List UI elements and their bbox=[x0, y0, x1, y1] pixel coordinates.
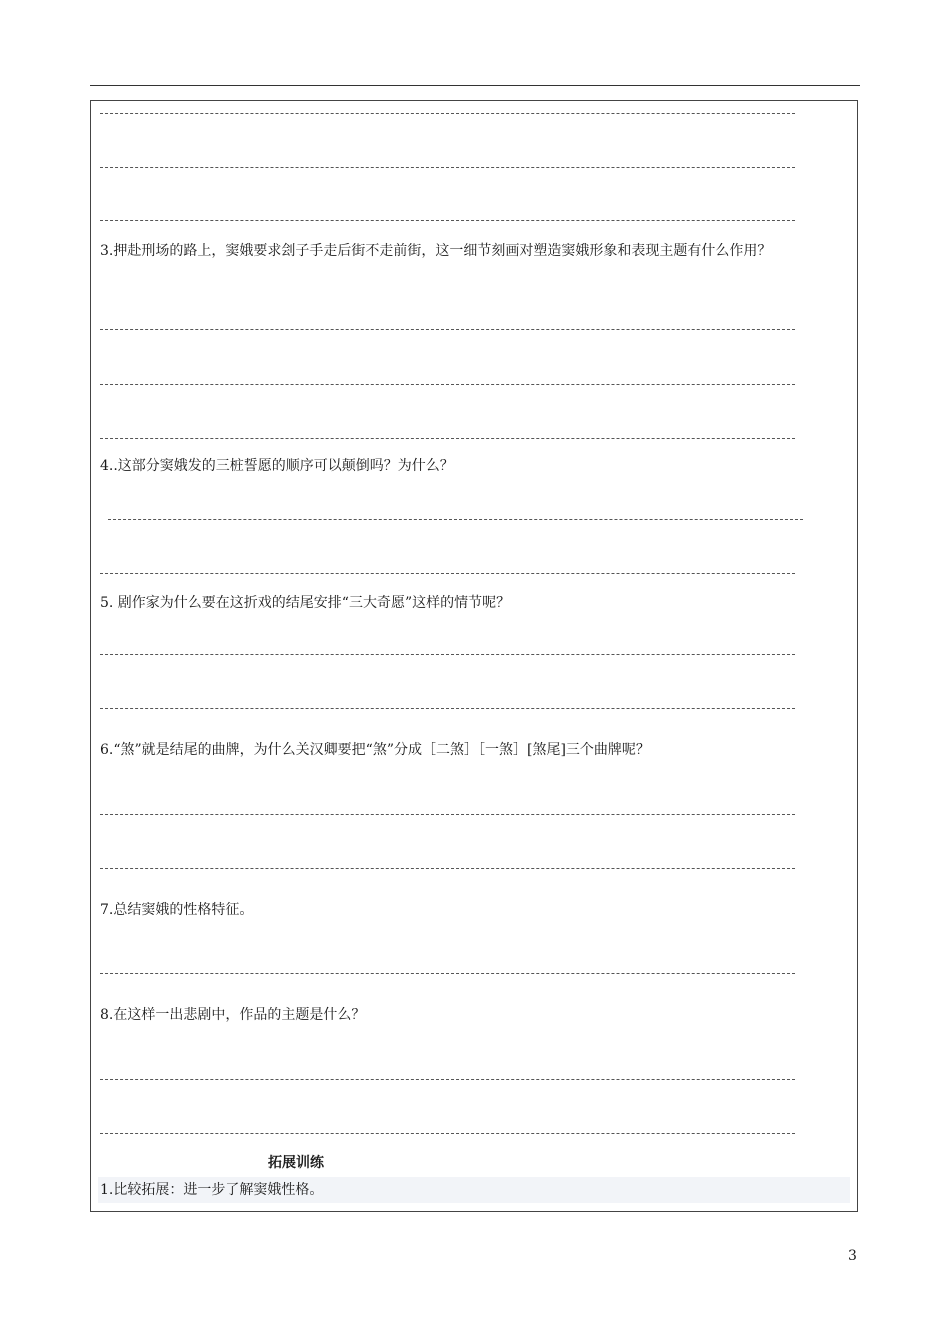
answer-line[interactable] bbox=[100, 384, 795, 385]
extension-item-row bbox=[98, 1177, 850, 1203]
question-3: 3.押赴刑场的路上，窦娥要求刽子手走后街不走前街，这一细节刻画对塑造窦娥形象和表现主题有什么作用？ bbox=[100, 243, 772, 259]
answer-line[interactable] bbox=[100, 573, 795, 574]
answer-line[interactable] bbox=[100, 113, 795, 114]
content-frame bbox=[90, 100, 858, 1212]
answer-line[interactable] bbox=[100, 220, 795, 221]
header-rule bbox=[90, 85, 860, 86]
answer-line[interactable] bbox=[100, 1079, 795, 1080]
answer-line[interactable] bbox=[100, 973, 795, 974]
question-4: 4..这部分窦娥发的三桩誓愿的顺序可以颠倒吗？为什么？ bbox=[100, 458, 454, 474]
answer-line[interactable] bbox=[100, 329, 795, 330]
page-number: 3 bbox=[848, 1248, 857, 1264]
answer-line[interactable] bbox=[100, 708, 795, 709]
question-8: 8.在这样一出悲剧中，作品的主题是什么？ bbox=[100, 1007, 366, 1023]
answer-line[interactable] bbox=[100, 167, 795, 168]
section-heading: 拓展训练 bbox=[268, 1155, 324, 1171]
question-5: 5. 剧作家为什么要在这折戏的结尾安排“三大奇愿”这样的情节呢？ bbox=[100, 595, 511, 611]
answer-line[interactable] bbox=[100, 438, 795, 439]
answer-line[interactable] bbox=[100, 654, 795, 655]
answer-line[interactable] bbox=[100, 868, 795, 869]
answer-line[interactable] bbox=[100, 814, 795, 815]
question-6: 6.“煞”就是结尾的曲牌，为什么关汉卿要把“煞”分成［二煞］［一煞］[煞尾]三个曲牌呢？ bbox=[100, 742, 650, 758]
answer-line[interactable] bbox=[108, 519, 803, 520]
question-7: 7.总结窦娥的性格特征。 bbox=[100, 902, 254, 918]
answer-line[interactable] bbox=[100, 1133, 795, 1134]
extension-item-1: 1.比较拓展：进一步了解窦娥性格。 bbox=[100, 1182, 324, 1198]
